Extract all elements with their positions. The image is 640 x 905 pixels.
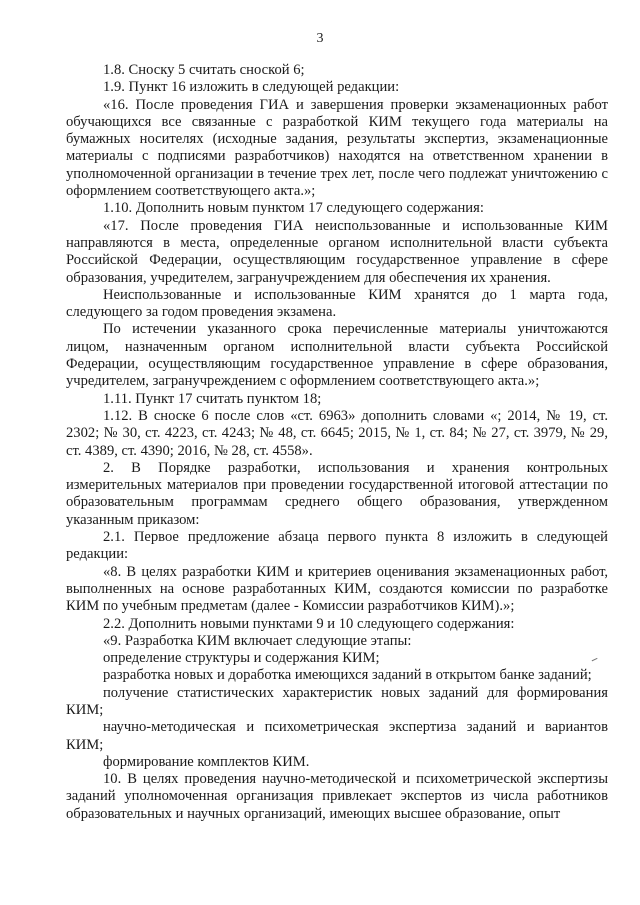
- list-item-expertise: научно-методическая и психометрическая экспертиза заданий и вариантов КИМ;: [66, 719, 608, 753]
- page-number: 3: [316, 31, 324, 46]
- paragraph-1-9: 1.9. Пункт 16 изложить в следующей редакции:: [103, 79, 400, 96]
- paragraph-item-9: «9. Разработка КИМ включает следующие этапы:: [103, 632, 412, 649]
- list-item-structure: определение структуры и содержания КИМ;: [103, 650, 380, 667]
- paragraph-1-12: 1.12. В сноске 6 после слов «ст. 6963» дополнить словами «; 2014, № 19, ст. 2302; № 30, ст. 4223, ст. 4243; № 48, ст. 6645; 2015, № 1, ст. 84; № 27, ст. 3979, № 29, ст. 4389, ст. 4390; 2016, № 28, ст. 4558».: [66, 407, 608, 459]
- document-body: [66, 62, 608, 823]
- paragraph-1-11: 1.11. Пункт 17 считать пунктом 18;: [103, 390, 322, 407]
- paragraph-1-8: 1.8. Сноску 5 считать сноской 6;: [103, 62, 305, 78]
- paragraph-storage-term: Неиспользованные и использованные КИМ хранятся до 1 марта года, следующего за годом проведения экзамена.: [66, 286, 608, 321]
- paragraph-item-8: «8. В целях разработки КИМ и критериев оценивания экзаменационных работ, выполненных на основе разработанных КИМ, создаются комиссии по разработке КИМ по учебным предметам (далее - Комиссии разработчиков КИМ).»;: [66, 563, 608, 615]
- paragraph-destruction: По истечении указанного срока перечисленные материалы уничтожаются лицом, назначенным органом исполнительной власти субъекта Российской Федерации, осуществляющим государственное управление в сфере образования, учредителем, загранучреждением с оформлением соответствующего акта.»;: [66, 321, 608, 390]
- list-item-development: разработка новых и доработка имеющихся заданий в открытом банке заданий;: [103, 667, 592, 684]
- paragraph-2: 2. В Порядке разработки, использования и хранения контрольных измерительных материалов при проведении государственной итоговой аттестации по образовательным программам среднего общего образования, утвержденном указанным приказом:: [66, 459, 608, 528]
- list-item-statistics: получение статистических характеристик новых заданий для формирования КИМ;: [66, 684, 608, 718]
- paragraph-2-2: 2.2. Дополнить новыми пунктами 9 и 10 следующего содержания:: [103, 615, 515, 632]
- paragraph-2-1: 2.1. Первое предложение абзаца первого пункта 8 изложить в следующей редакции:: [66, 529, 608, 563]
- paragraph-1-10: 1.10. Дополнить новым пунктом 17 следующего содержания:: [103, 200, 484, 217]
- paragraph-item-16: «16. После проведения ГИА и завершения проверки экзаменационных работ обучающихся все связанные с разработкой КИМ текущего года материалы на бумажных носителях (исходные задания, результаты экспертиз, экзаменационные материалы с подписями разработчиков) находятся на ответственном хранении в уполномоченной организации в течение трех лет, после чего подлежат уничтожению с оформлением соответствующего акта.»;: [66, 96, 608, 200]
- paragraph-item-10: 10. В целях проведения научно-методической и психометрической экспертизы заданий уполномоченная организация привлекает экспертов из числа работников образовательных и научных организаций, имеющих высшее образование, опыт: [66, 771, 608, 822]
- list-item-sets: формирование комплектов КИМ.: [103, 753, 310, 770]
- paragraph-item-17: «17. После проведения ГИА неиспользованные и использованные КИМ направляются в места, определенные органом исполнительной власти субъекта Российской Федерации, осуществляющим государственное управление в сфере образования, учредителем, загранучреждением для обеспечения их хранения.: [66, 217, 608, 286]
